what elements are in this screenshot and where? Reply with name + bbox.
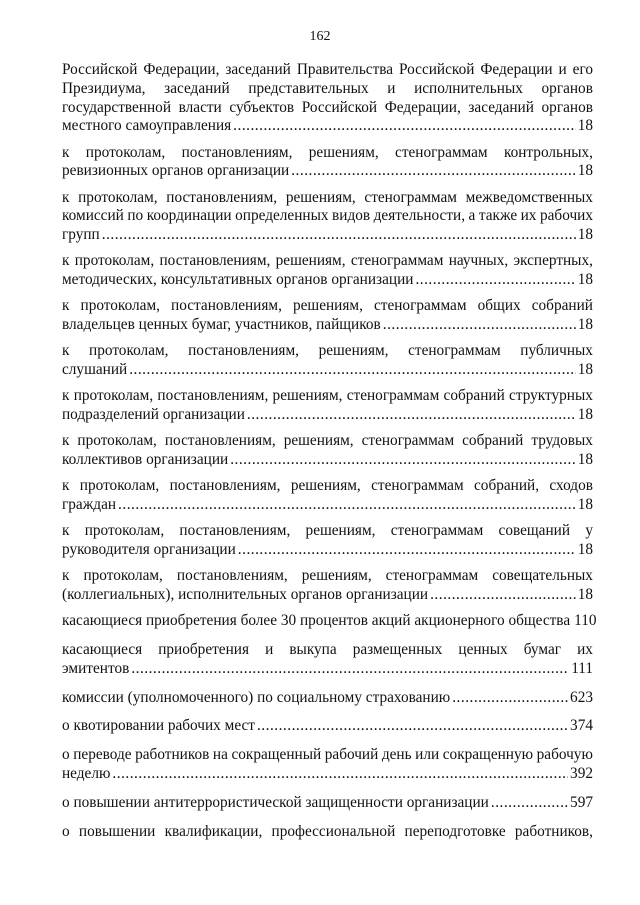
index-entry [62,717,593,736]
index-entry [62,297,593,335]
entry-last-line [62,541,593,560]
entry-word: стенограммам [364,188,457,206]
entry-word: к [62,143,70,161]
entry-word: у [585,522,593,540]
entry-word: стенограммам [385,567,479,585]
entry-page-number: 374 [570,717,593,735]
entry-word: стенограммам [361,432,455,450]
entry-word: решениям, [272,387,343,405]
entry-word: стенограммам [390,522,484,540]
entry-word: решениям, [292,297,363,315]
entry-word: к [62,477,70,495]
dot-leader [257,717,568,736]
entry-word: протоколам, [80,297,160,315]
entry-word: к [62,188,70,206]
index-entry [62,823,593,842]
dot-leader [230,451,576,470]
entry-word: субъектов [229,98,295,116]
entry-line [62,80,593,99]
entry-last-line [62,586,593,605]
entry-line [62,99,593,118]
entry-word: органов [541,98,593,116]
index-entry [62,641,593,679]
entry-word: сокращенный [231,746,322,764]
entry-word: межведомственных [465,188,593,206]
entry-word: комиссий [62,207,124,225]
entry-word: их [520,207,537,225]
entry-last-line [62,794,593,813]
entry-page-number: 111 [571,659,593,677]
entry-page-number: 18 [577,496,593,514]
index-entry [62,144,593,182]
entry-line [62,641,593,660]
entry-word: собраний, [474,477,540,495]
entry-word: работников [135,746,210,764]
entry-word: публичных [520,342,593,360]
entry-last-line [62,316,593,335]
dot-leader [415,271,575,290]
entry-line [62,144,593,163]
entry-line [62,477,593,496]
entry-word: решениям, [285,188,356,206]
entry-page-number: 18 [577,586,593,604]
entry-word: и [265,641,274,659]
entry-word: ценных [458,641,508,659]
entry-word: решениям, [308,143,379,161]
entry-line [62,207,593,226]
entry-line [62,522,593,541]
entry-word: заседаний [164,79,230,97]
entry-word: решениям, [290,477,361,495]
entry-last-line [62,612,597,631]
entry-text: групп [62,226,100,244]
dot-leader [238,541,576,560]
entry-word: стенограммам [373,297,467,315]
entry-page-number: 18 [577,117,593,135]
entry-word: сокращенную [442,746,534,764]
entry-word: заседаний [468,98,534,116]
entry-word: власти [178,98,222,116]
entry-word: решениям, [275,252,346,270]
entry-word: собраний [462,432,524,450]
entry-page-number: 18 [577,162,593,180]
entry-word: структурных [509,387,593,405]
entry-word: или [415,746,440,764]
index-entry [62,432,593,470]
entry-line [62,387,593,406]
entry-last-line [62,765,593,784]
entry-word: рабочих [539,207,593,225]
entry-word: собраний [443,387,505,405]
entry-text: касающиеся приобретения более 30 процентов акций акционерного общества [62,612,571,630]
entry-word: к [62,432,70,450]
index-entry [62,746,593,784]
entry-word: решениям, [318,342,389,360]
entry-word: постановлениям, [157,387,269,405]
index-entry [62,689,593,708]
entry-word: на [212,746,228,764]
entry-word: Федерации [480,61,553,78]
entry-page-number: 18 [577,541,593,559]
entry-word: выкупа [289,641,337,659]
entry-word: к [62,252,70,270]
entry-text: слушаний [62,361,128,379]
index-entry [62,342,593,380]
entry-line [62,746,593,765]
entry-last-line [62,717,593,736]
entry-word: Правительства [296,61,394,78]
entry-line [62,252,593,271]
entry-text: руководителя организации [62,541,236,559]
entry-word: координации [146,207,232,225]
entry-word: работников, [514,822,593,840]
entry-word: о [62,746,70,764]
entry-page-number: 623 [570,688,593,706]
dot-leader [430,586,576,605]
entry-page-number: 392 [570,765,593,782]
entry-word: протоколам, [74,252,155,270]
index-entry [62,522,593,560]
entry-text: (коллегиальных), исполнительных органов организации [62,586,429,604]
entry-page-number: 18 [577,451,593,469]
entry-word: совещательных [492,567,593,585]
entry-word: совещаний [498,522,571,540]
dot-leader [129,361,576,380]
entry-word: постановлениям, [188,342,299,360]
index-entry [62,189,593,245]
entry-word: протоколам, [77,432,157,450]
entry-word: касающиеся [62,641,143,659]
entry-word: сходов [549,477,593,495]
entry-word: о [62,822,70,840]
entry-line [62,823,593,842]
entry-word: государственной [62,98,172,116]
dot-leader [452,689,568,708]
entry-word: стенограммам [395,143,488,161]
entry-page-number: 597 [570,793,593,811]
entry-word: общих [477,297,521,315]
entry-text: ревизионных органов организации [62,162,290,180]
entry-line [62,432,593,451]
entry-last-line [62,496,593,515]
entry-word: стенограммам [346,387,440,405]
entry-word: Президиума, [62,79,146,97]
entry-word: размещенных [352,641,443,659]
dot-leader [383,316,576,335]
entry-word: рабочую [536,746,593,764]
entry-line [62,567,593,586]
entry-word: трудовых [531,432,593,450]
entry-word: постановлениям, [179,522,291,540]
entry-word: видов [332,207,371,225]
entry-word: протоколам, [84,522,165,540]
entry-word: решениям, [305,522,376,540]
entry-page-number: 110 [574,612,597,630]
entry-word: протоколам, [85,143,166,161]
index-entry [62,477,593,515]
entry-line [62,189,593,208]
entry-word: решениям, [283,432,354,450]
entry-word: протоколам, [83,567,163,585]
entry-last-line [62,361,593,380]
entry-text: комиссии (уполномоченного) по социальному страхованию [62,688,451,706]
entry-last-line [62,117,593,136]
entry-word: определенных [235,207,329,225]
entry-word: постановлениям, [181,143,293,161]
entry-page-number: 18 [577,361,593,379]
index-entry [62,387,593,425]
entry-word: а [468,207,476,225]
index-entries [62,61,597,851]
index-entry [62,61,593,136]
entry-word: повышении [78,822,156,840]
entry-last-line [62,271,593,290]
entry-word: заседаний [225,61,291,78]
entry-last-line [62,226,593,245]
entry-word: собраний [531,297,593,315]
entry-word: протоколам, [73,387,154,405]
dot-leader [131,660,569,679]
entry-word: рабочий [324,746,379,764]
entry-word: переподготовке [404,822,506,840]
entry-text: местного самоуправления [62,117,232,135]
entry-line [62,61,593,80]
entry-word: к [62,387,70,405]
entry-word: постановлениям, [166,188,278,206]
entry-text: о повышении антитеррористической защищенности организации [62,793,489,811]
entry-word: Российской [301,98,378,116]
entry-word: контрольных, [503,143,593,161]
index-entry [62,612,597,631]
entry-word: научных, [448,252,509,270]
index-entry [62,252,593,290]
entry-word: постановлениям, [176,567,288,585]
page-number: 162 [309,29,331,44]
entry-word: Федерации, [384,98,461,116]
entry-word: протоколам, [78,188,158,206]
entry-text: коллективов организации [62,451,229,469]
entry-word: постановлениям, [159,252,271,270]
entry-word: приобретения [158,641,249,659]
index-entry [62,567,593,605]
entry-word: квалификации, [164,822,263,840]
entry-word: и [558,61,567,78]
entry-word: его [572,61,593,78]
entry-word: протоколам, [89,342,169,360]
entry-word: к [62,567,70,585]
dot-leader [233,117,576,136]
entry-word: к [62,342,70,360]
dot-leader [102,226,576,245]
entry-word: стенограммам [350,252,444,270]
entry-text: о квотировании рабочих мест [62,717,255,735]
entry-word: постановлениям, [169,477,281,495]
dot-leader [118,496,576,515]
entry-word: стенограммам [371,477,464,495]
entry-word: стенограммам [408,342,501,360]
entry-word: экспертных, [513,252,593,270]
entry-last-line [62,162,593,181]
entry-word: день [381,746,412,764]
entry-word: и [387,79,396,97]
dot-leader [491,794,568,813]
entry-word: исполнительных [414,79,523,97]
entry-word: органов [541,79,593,97]
entry-page-number: 18 [577,316,593,334]
entry-word: к [62,297,70,315]
entry-word: постановлениям, [171,297,282,315]
entry-word: представительных [248,79,369,97]
entry-word: деятельности, [373,207,466,225]
entry-text: владельцев ценных бумаг, участников, пайщиков [62,316,381,334]
entry-text: методических, консультативных органов организации [62,271,414,289]
entry-word: Российской [62,61,138,78]
entry-last-line [62,689,593,708]
entry-last-line [62,660,593,679]
entry-last-line [62,451,593,470]
entry-line [62,297,593,316]
entry-text: неделю [62,765,111,782]
entry-word: также [478,207,518,225]
dot-leader [291,162,575,181]
entry-text: подразделений организации [62,406,245,424]
entry-word: к [62,522,70,540]
entry-word: их [577,641,593,659]
entry-word: переводе [73,746,132,764]
entry-page-number: 18 [577,226,593,244]
entry-page-number: 18 [577,271,593,289]
entry-word: решениям, [301,567,372,585]
entry-text: граждан [62,496,117,514]
entry-word: профессиональной [271,822,396,840]
dot-leader [112,765,568,784]
entry-word: постановлениям, [164,432,276,450]
entry-word: Российской [399,61,475,78]
entry-word: Федерации, [143,61,220,78]
index-entry [62,794,593,813]
entry-word: бумаг [523,641,562,659]
entry-last-line [62,406,593,425]
entry-word: по [127,207,144,225]
dot-leader [247,406,576,425]
entry-text: эмитентов [62,659,130,677]
entry-word: протоколам, [79,477,160,495]
entry-page-number: 18 [577,406,593,424]
entry-line [62,342,593,361]
